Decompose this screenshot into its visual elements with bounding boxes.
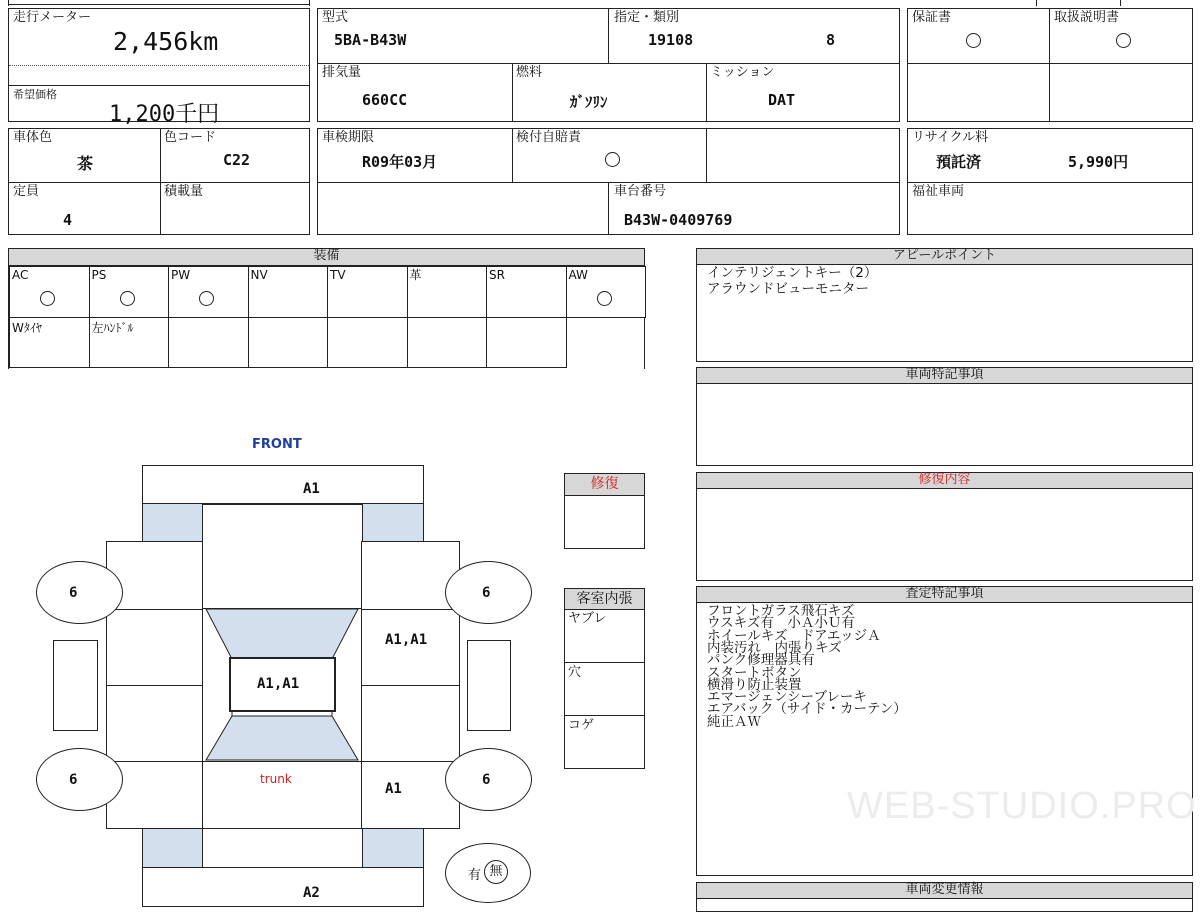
fender-rear-right — [362, 829, 423, 867]
inspection-chassis-box — [317, 128, 900, 235]
left-side-step — [53, 640, 98, 731]
tire-rr-value: 6 — [482, 772, 491, 788]
color-code-value: C22 — [223, 151, 251, 169]
assessment-line: 内装汚れ 内張りキズ — [707, 639, 842, 656]
recycle-amount: 5,990円 — [1068, 153, 1129, 171]
equip-mark — [120, 291, 135, 306]
displacement-label: 排気量 — [322, 65, 362, 80]
spare-no-circle — [484, 860, 508, 884]
capacity-label: 定員 — [13, 184, 40, 199]
equip-cell-3 — [248, 266, 329, 318]
code-right-rear: A1 — [385, 781, 402, 797]
designation-label: 指定・類別 — [614, 10, 680, 25]
manual-label: 取扱説明書 — [1054, 10, 1120, 25]
equip2-cell-4 — [327, 317, 408, 368]
tire-fl-value: 6 — [69, 585, 78, 601]
fuel-label: 燃料 — [516, 65, 543, 80]
transmission-label: ミッション — [710, 65, 775, 80]
transmission-value: DAT — [768, 91, 796, 109]
equip2-cell-2 — [168, 317, 249, 368]
code-front: A1 — [303, 481, 320, 497]
appeal-line-2: アラウンドビューモニター — [707, 281, 869, 297]
assessment-panel — [696, 586, 1197, 876]
tire-front-left — [36, 561, 123, 624]
equip2-label: 左ﾊﾝﾄﾞﾙ — [91, 321, 134, 335]
color-capacity-box — [8, 128, 310, 235]
equip-mark — [199, 291, 214, 306]
interior-title: 客室内張 — [565, 589, 644, 610]
assessment-line: パンク修理器具有 — [707, 652, 815, 669]
capacity-value: 4 — [63, 211, 73, 229]
equip-cell-7 — [566, 266, 647, 318]
equip-label: TV — [330, 268, 346, 282]
interior-item-hole: 穴 — [568, 665, 582, 680]
displacement-value: 660CC — [362, 91, 408, 109]
special-notes-panel — [696, 367, 1193, 466]
mileage-label: 走行メーター — [13, 10, 92, 25]
assessment-title: 査定特記事項 — [697, 587, 1192, 603]
front-bumper — [142, 465, 424, 504]
insurance-mark — [605, 152, 620, 167]
left-rear-door — [106, 685, 203, 762]
inspection-value: R09年03月 — [362, 153, 438, 171]
mileage-price-box — [8, 8, 310, 127]
chassis-value: B43W-0409769 — [624, 211, 733, 229]
spare-no: 無 — [489, 864, 503, 879]
equip-mark — [597, 291, 612, 306]
equipment-box — [8, 248, 645, 369]
equipment-title: 装備 — [9, 249, 644, 266]
hood — [202, 504, 363, 609]
fender-rear-left — [143, 829, 202, 867]
spare-yes: 有 — [468, 868, 482, 883]
interior-item-burn: コゲ — [568, 718, 595, 733]
front-label: FRONT — [252, 437, 302, 452]
tire-rl-value: 6 — [69, 772, 78, 788]
appeal-panel — [696, 248, 1193, 362]
assessment-line: 純正ＡＷ — [707, 713, 761, 730]
equip-cell-6 — [486, 266, 567, 318]
tire-rear-left — [36, 748, 123, 811]
model-value: 5BA-B43W — [334, 31, 407, 49]
color-code-label: 色コード — [164, 130, 217, 145]
model-box — [317, 8, 900, 122]
designation-number: 19108 — [648, 31, 694, 49]
special-notes-title: 車両特記事項 — [697, 368, 1192, 384]
equip2-cell-6 — [486, 317, 567, 368]
equip2-cell-0 — [9, 317, 90, 368]
designation-class: 8 — [826, 31, 836, 49]
fender-front-left — [143, 504, 202, 542]
recycle-welfare-box — [907, 128, 1193, 235]
fender-front-right — [362, 504, 423, 542]
recycle-label: リサイクル料 — [912, 130, 989, 145]
tire-fr-value: 6 — [482, 585, 491, 601]
equip2-cell-1 — [89, 317, 170, 368]
equip-label: PW — [171, 268, 191, 282]
left-front-door — [106, 609, 203, 686]
welfare-label: 福祉車両 — [912, 184, 965, 199]
price-value: 1,200千円 — [109, 102, 220, 127]
equip-cell-0 — [9, 266, 90, 318]
assessment-line: ウスキズ有 小Ａ小Ｕ有 — [707, 615, 855, 632]
documents-box — [907, 8, 1193, 122]
repair-content-panel — [696, 472, 1193, 581]
change-info-title: 車両変更情報 — [697, 883, 1192, 899]
chassis-label: 車台番号 — [614, 184, 667, 199]
equip-label: SR — [489, 268, 505, 282]
body-color-label: 車体色 — [13, 130, 53, 145]
equip-cell-2 — [168, 266, 249, 318]
code-roof: A1,A1 — [257, 676, 300, 692]
assessment-line: 横滑り防止装置 — [707, 676, 802, 693]
equip-label: AW — [568, 268, 588, 282]
equip2-cell-3 — [248, 317, 329, 368]
inspection-label: 車検期限 — [322, 130, 375, 145]
repair-content-title: 修復内容 — [697, 473, 1192, 489]
right-rear-door — [361, 685, 460, 762]
load-label: 積載量 — [164, 184, 204, 199]
code-rear: A2 — [303, 885, 320, 901]
right-rear-fender — [361, 761, 460, 829]
equip-cell-4 — [327, 266, 408, 318]
repair-box — [564, 473, 645, 549]
assessment-line: エアバック（サイド・カーテン） — [707, 701, 907, 718]
rear-window — [206, 716, 358, 760]
watermark: WEB-STUDIO.PRO — [847, 785, 1197, 827]
assessment-line: ホイールキズ ドアエッジＡ — [707, 627, 881, 644]
body-color-value: 茶 — [77, 154, 94, 173]
equip-label: NV — [250, 268, 268, 282]
code-right-door: A1,A1 — [385, 632, 428, 648]
model-label: 型式 — [322, 10, 349, 25]
fuel-value: ｶﾞｿﾘﾝ — [570, 93, 608, 111]
right-side-step — [467, 640, 511, 731]
equip-cell-1 — [89, 266, 170, 318]
repair-title: 修復 — [565, 474, 644, 496]
insurance-label: 検付自賠責 — [516, 130, 582, 145]
interior-box — [564, 588, 645, 769]
appeal-title: アピールポイント — [697, 249, 1192, 265]
equip2-cell-5 — [407, 317, 488, 368]
equip-mark — [40, 291, 55, 306]
manual-mark — [1116, 33, 1131, 48]
warranty-label: 保証書 — [912, 10, 952, 25]
interior-item-tear: ヤブレ — [568, 611, 607, 626]
equip2-label: Wﾀｲﾔ — [12, 321, 42, 335]
warranty-mark — [966, 33, 981, 48]
assessment-line: スタートボタン — [707, 664, 802, 681]
equip-label: PS — [91, 268, 107, 282]
trunk-label: trunk — [260, 772, 292, 786]
assessment-line: エマージェンシーブレーキ — [707, 689, 867, 706]
change-info-panel — [696, 882, 1193, 912]
appeal-line-1: インテリジェントキー（2） — [707, 265, 878, 281]
windshield — [206, 609, 358, 659]
assessment-line: フロントガラス飛石キズ — [707, 603, 855, 619]
recycle-status: 預託済 — [936, 153, 982, 171]
equip-label: 革 — [409, 268, 422, 282]
equip-label: AC — [12, 268, 29, 282]
rear-bumper — [142, 867, 424, 907]
equip-cell-5 — [407, 266, 488, 318]
mileage-value: 2,456km — [113, 27, 219, 56]
price-label: 希望価格 — [13, 88, 57, 101]
